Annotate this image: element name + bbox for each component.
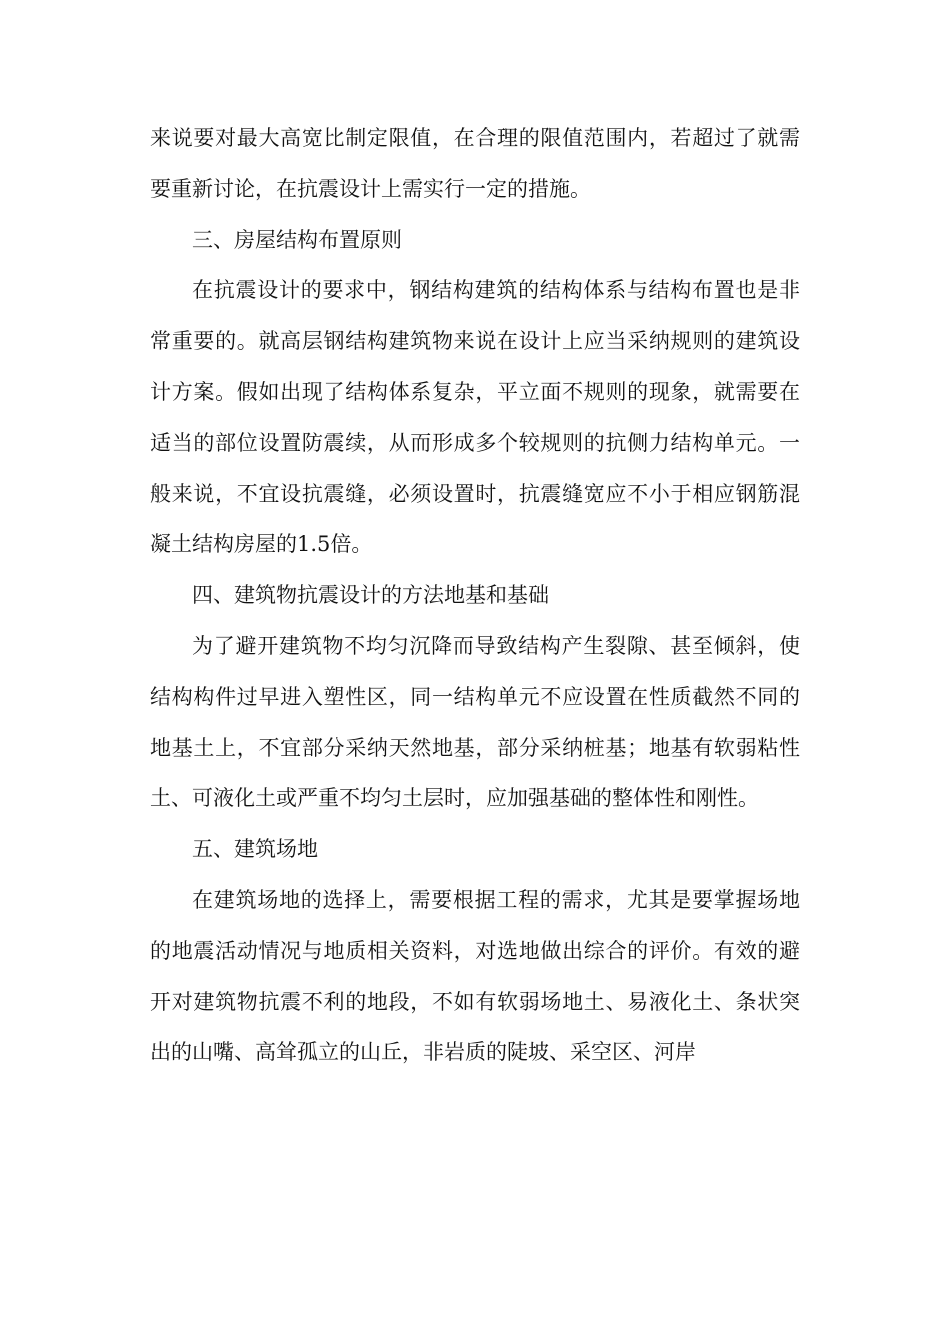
section-heading-5: 五、建筑场地 (192, 837, 318, 862)
paragraph-structure-layout: 在抗震设计的要求中，钢结构建筑的结构体系与结构布置也是非常重要的。就高层钢结构建筑物来说在设计上应当采纳规则的建筑设计方案。假如出现了结构体系复杂，平立面不规则的现象，就需要在适当的部位设置防震续，从而形成多个较规则的抗侧力结构单元。一般来说，不宜设抗震缝，必须设置时，抗震缝宽应不小于相应钢筋混凝土结构房屋的1.5倍。 (150, 278, 800, 557)
section-heading-4: 四、建筑物抗震设计的方法地基和基础 (192, 583, 549, 608)
paragraph-foundation: 为了避开建筑物不均匀沉降而导致结构产生裂隙、甚至倾斜，使结构构件过早进入塑性区，同一结构单元不应设置在性质截然不同的地基土上，不宜部分采纳天然地基，部分采纳桩基；地基有软弱粘性土、可液化土或严重不均匀土层时，应加强基础的整体性和刚性。 (150, 633, 800, 811)
document-body (150, 113, 800, 1078)
paragraph-building-site: 在建筑场地的选择上，需要根据工程的需求，尤其是要掌握场地的地震活动情况与地质相关资料，对选地做出综合的评价。有效的避开对建筑物抗震不利的地段，不如有软弱场地土、易液化土、条状突出的山嘴、高耸孤立的山丘，非岩质的陡坡、采空区、河岸 (150, 887, 800, 1065)
section-heading-3: 三、房屋结构布置原则 (192, 227, 402, 252)
paragraph-continuation: 来说要对最大高宽比制定限值，在合理的限值范围内，若超过了就需要重新讨论，在抗震设计上需实行一定的措施。 (150, 126, 800, 201)
